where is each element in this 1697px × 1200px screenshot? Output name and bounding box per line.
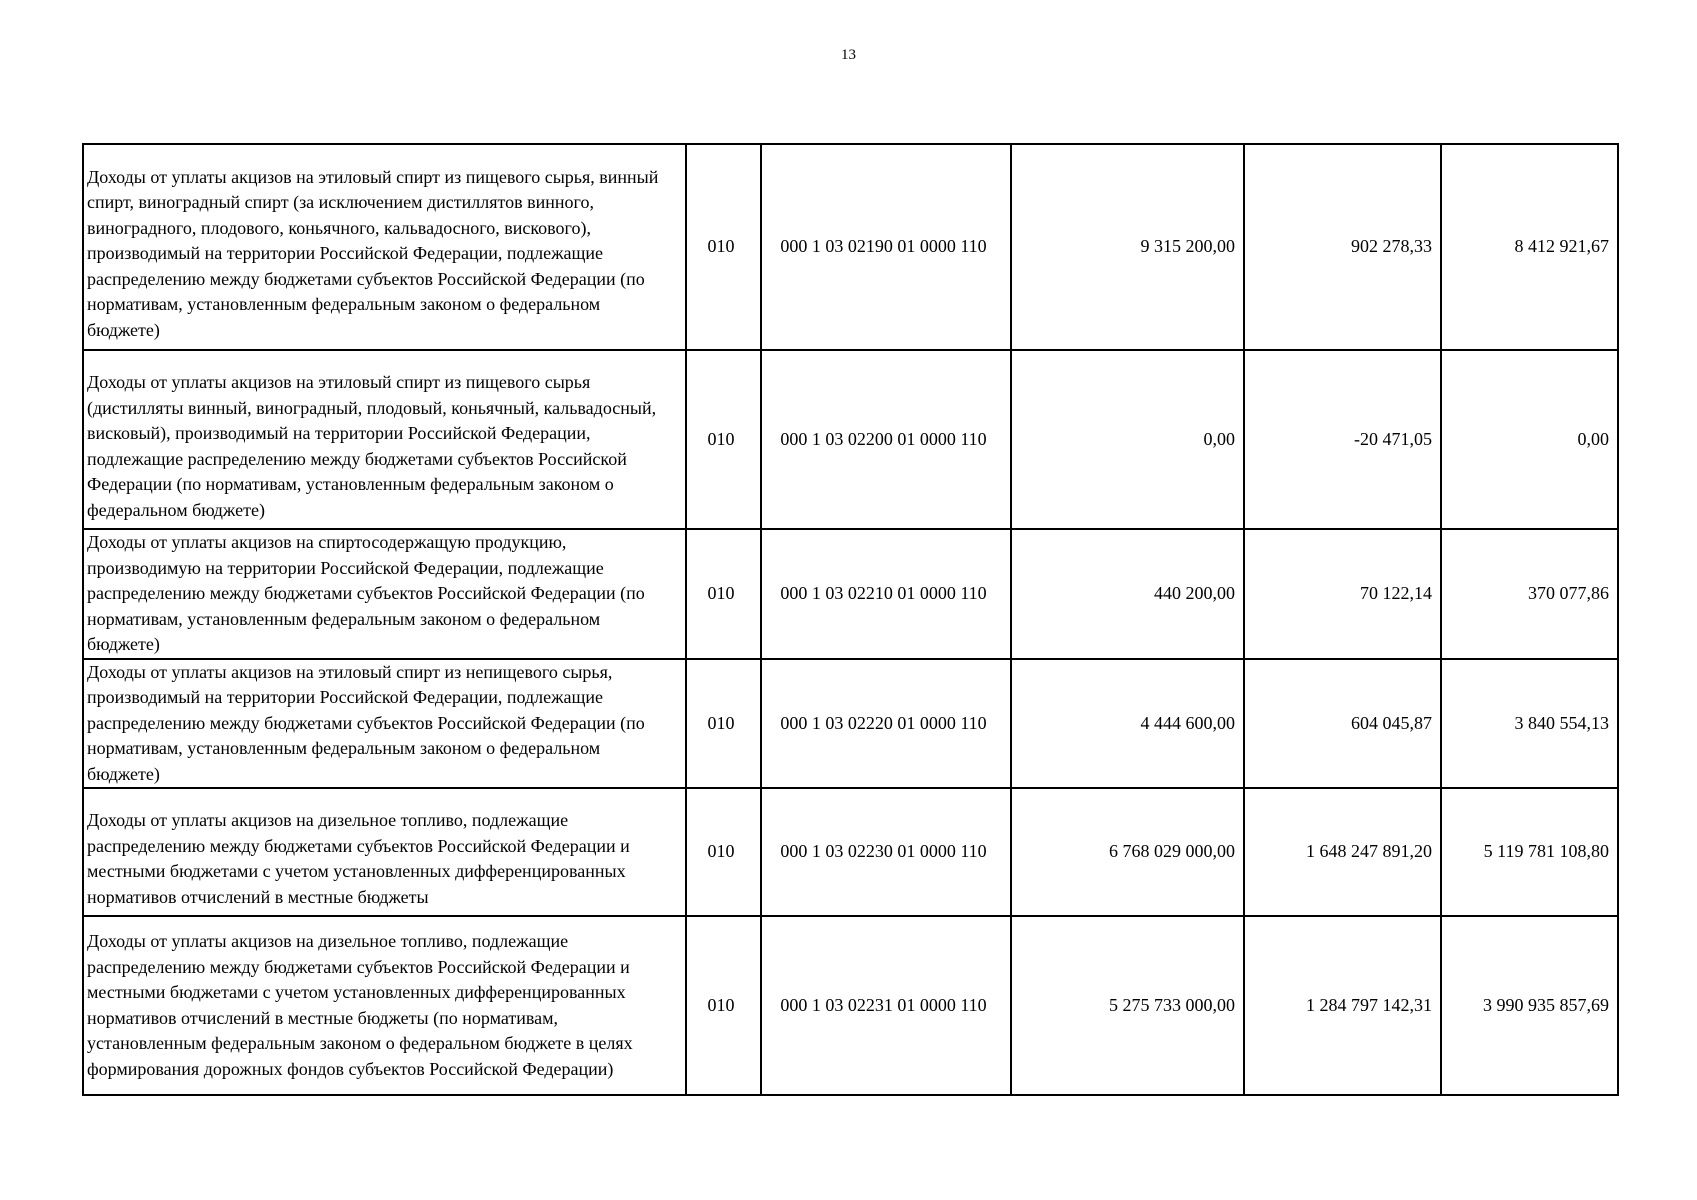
table-row: [83, 350, 1618, 529]
budget-classification-code-cell: 000 1 03 02200 01 0000 110: [761, 350, 1011, 529]
approved-amount-cell: 4 444 600,00: [1011, 659, 1244, 789]
approved-amount-cell: 9 315 200,00: [1011, 144, 1244, 350]
unexecuted-amount-cell: 5 119 781 108,80: [1441, 788, 1618, 916]
unexecuted-amount-cell: 3 990 935 857,69: [1441, 916, 1618, 1095]
table-row: [83, 788, 1618, 916]
budget-classification-code-cell: 000 1 03 02220 01 0000 110: [761, 659, 1011, 789]
line-code-cell: 010: [686, 144, 761, 350]
income-description-cell: Доходы от уплаты акцизов на этиловый спирт из пищевого сырья (дистилляты винный, виноградный, плодовый, коньячный, кальвадосный, висковый), производимый на территории Российской Федерации, подлежащие распределению между бюджетами субъектов Российской Федерации (по нормативам, установленным федеральным законом о федеральном бюджете): [83, 350, 686, 529]
executed-amount-cell: 70 122,14: [1244, 529, 1441, 659]
unexecuted-amount-cell: 8 412 921,67: [1441, 144, 1618, 350]
unexecuted-amount-cell: 370 077,86: [1441, 529, 1618, 659]
executed-amount-cell: 604 045,87: [1244, 659, 1441, 789]
income-description-cell: Доходы от уплаты акцизов на спиртосодержащую продукцию, производимую на территории Российской Федерации, подлежащие распределению между бюджетами субъектов Российской Федерации (по нормативам, установленным федеральным законом о федеральном бюджете): [83, 529, 686, 659]
budget-classification-code-cell: 000 1 03 02230 01 0000 110: [761, 788, 1011, 916]
executed-amount-cell: 1 648 247 891,20: [1244, 788, 1441, 916]
executed-amount-cell: -20 471,05: [1244, 350, 1441, 529]
executed-amount-cell: 902 278,33: [1244, 144, 1441, 350]
income-description-cell: Доходы от уплаты акцизов на этиловый спирт из непищевого сырья, производимый на территории Российской Федерации, подлежащие распределению между бюджетами субъектов Российской Федерации (по нормативам, установленным федеральным законом о федеральном бюджете): [83, 659, 686, 789]
table-row: [83, 144, 1618, 350]
table-row: [83, 916, 1618, 1095]
budget-classification-code-cell: 000 1 03 02210 01 0000 110: [761, 529, 1011, 659]
unexecuted-amount-cell: 0,00: [1441, 350, 1618, 529]
unexecuted-amount-cell: 3 840 554,13: [1441, 659, 1618, 789]
approved-amount-cell: 5 275 733 000,00: [1011, 916, 1244, 1095]
approved-amount-cell: 6 768 029 000,00: [1011, 788, 1244, 916]
income-description-cell: Доходы от уплаты акцизов на дизельное топливо, подлежащие распределению между бюджетами субъектов Российской Федерации и местными бюджетами с учетом установленных дифференцированных нормативов отчислений в местные бюджеты: [83, 788, 686, 916]
approved-amount-cell: 440 200,00: [1011, 529, 1244, 659]
table-row: [83, 659, 1618, 789]
line-code-cell: 010: [686, 350, 761, 529]
budget-classification-code-cell: 000 1 03 02190 01 0000 110: [761, 144, 1011, 350]
line-code-cell: 010: [686, 916, 761, 1095]
table-row: [83, 529, 1618, 659]
page-number: 13: [841, 47, 856, 63]
income-description-cell: Доходы от уплаты акцизов на этиловый спирт из пищевого сырья, винный спирт, виноградный спирт (за исключением дистиллятов винного, виноградного, плодового, коньячного, кальвадосного, вискового), производимый на территории Российской Федерации, подлежащие распределению между бюджетами субъектов Российской Федерации (по нормативам, установленным федеральным законом о федеральном бюджете): [83, 144, 686, 350]
line-code-cell: 010: [686, 788, 761, 916]
budget-classification-code-cell: 000 1 03 02231 01 0000 110: [761, 916, 1011, 1095]
executed-amount-cell: 1 284 797 142,31: [1244, 916, 1441, 1095]
line-code-cell: 010: [686, 529, 761, 659]
income-description-cell: Доходы от уплаты акцизов на дизельное топливо, подлежащие распределению между бюджетами субъектов Российской Федерации и местными бюджетами с учетом установленных дифференцированных нормативов отчислений в местные бюджеты (по нормативам, установленным федеральным законом о федеральном бюджете в целях формирования дорожных фондов субъектов Российской Федерации): [83, 916, 686, 1095]
approved-amount-cell: 0,00: [1011, 350, 1244, 529]
revenue-table: [82, 143, 1619, 1096]
line-code-cell: 010: [686, 659, 761, 789]
